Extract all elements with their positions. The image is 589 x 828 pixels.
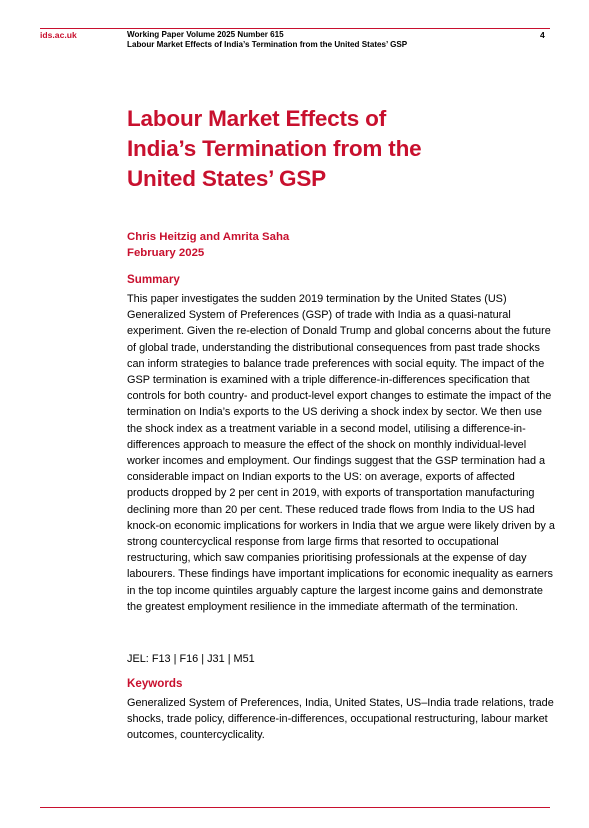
- title-line-3: United States’ GSP: [127, 166, 326, 191]
- jel-codes: JEL: F13 | F16 | J31 | M51: [127, 653, 255, 665]
- title-line-1: Labour Market Effects of: [127, 106, 386, 131]
- summary-heading: Summary: [127, 273, 180, 286]
- series-line: Working Paper Volume 2025 Number 615: [127, 30, 284, 39]
- publication-date: February 2025: [127, 247, 205, 259]
- author-block: [127, 229, 289, 261]
- paper-title: [127, 104, 527, 194]
- running-title: Labour Market Effects of India’s Termination from the United States’ GSP: [127, 40, 408, 49]
- site-link[interactable]: ids.ac.uk: [40, 30, 77, 40]
- keywords-text: Generalized System of Preferences, India, United States, US–India trade relations, trade shocks, trade policy, difference-in-differences, occupational restructuring, labour market outcomes, countercyclicality.: [127, 697, 554, 742]
- keywords-heading: Keywords: [127, 677, 183, 690]
- page-number: 4: [540, 30, 545, 40]
- authors: Chris Heitzig and Amrita Saha: [127, 231, 290, 243]
- summary-text: This paper investigates the sudden 2019 termination by the United States (US) Generalized System of Preferences (GSP) of trade with India as a quasi-natural experiment. Given the re-election of Donald Trump and global concerns about the future of global trade, understanding the distributional consequences from past trade shocks can inform strategies to balance trade preferences with social equity. The impact of the GSP termination is examined with a triple difference-in-differences specification that controls for both country- and product-level export changes to estimate the impact of the termination on India’s exports to the US deriving a shock index by sector. We then use the shock index as a treatment variable in a second model, utilising a difference-in-differences approach to measure the effect of the shock on monthly individual-level worker incomes and employment. Our findings suggest that the GSP termination had a considerable impact on Indian exports to the US: on average, exports of affected products dropped by 2 per cent in 2019, with exports of transportation manufacturing declining more than 20 per cent. These reduced trade flows from India to the US had knock-on economic implications for workers in India that we argue were likely driven by a strong countercyclical response from large firms that resorted to occupational restructuring, which saw companies prioritising professionals at the expense of day labourers. These findings have important implications for economic inequality as earners in the top income quintiles arguably capture the largest income gains and demonstrate the greatest employment resilience in the immediate aftermath of the termination.: [127, 293, 555, 613]
- header-rule: [40, 28, 550, 29]
- title-line-2: India’s Termination from the: [127, 136, 422, 161]
- running-header: [127, 30, 407, 50]
- footer-rule: [40, 807, 550, 808]
